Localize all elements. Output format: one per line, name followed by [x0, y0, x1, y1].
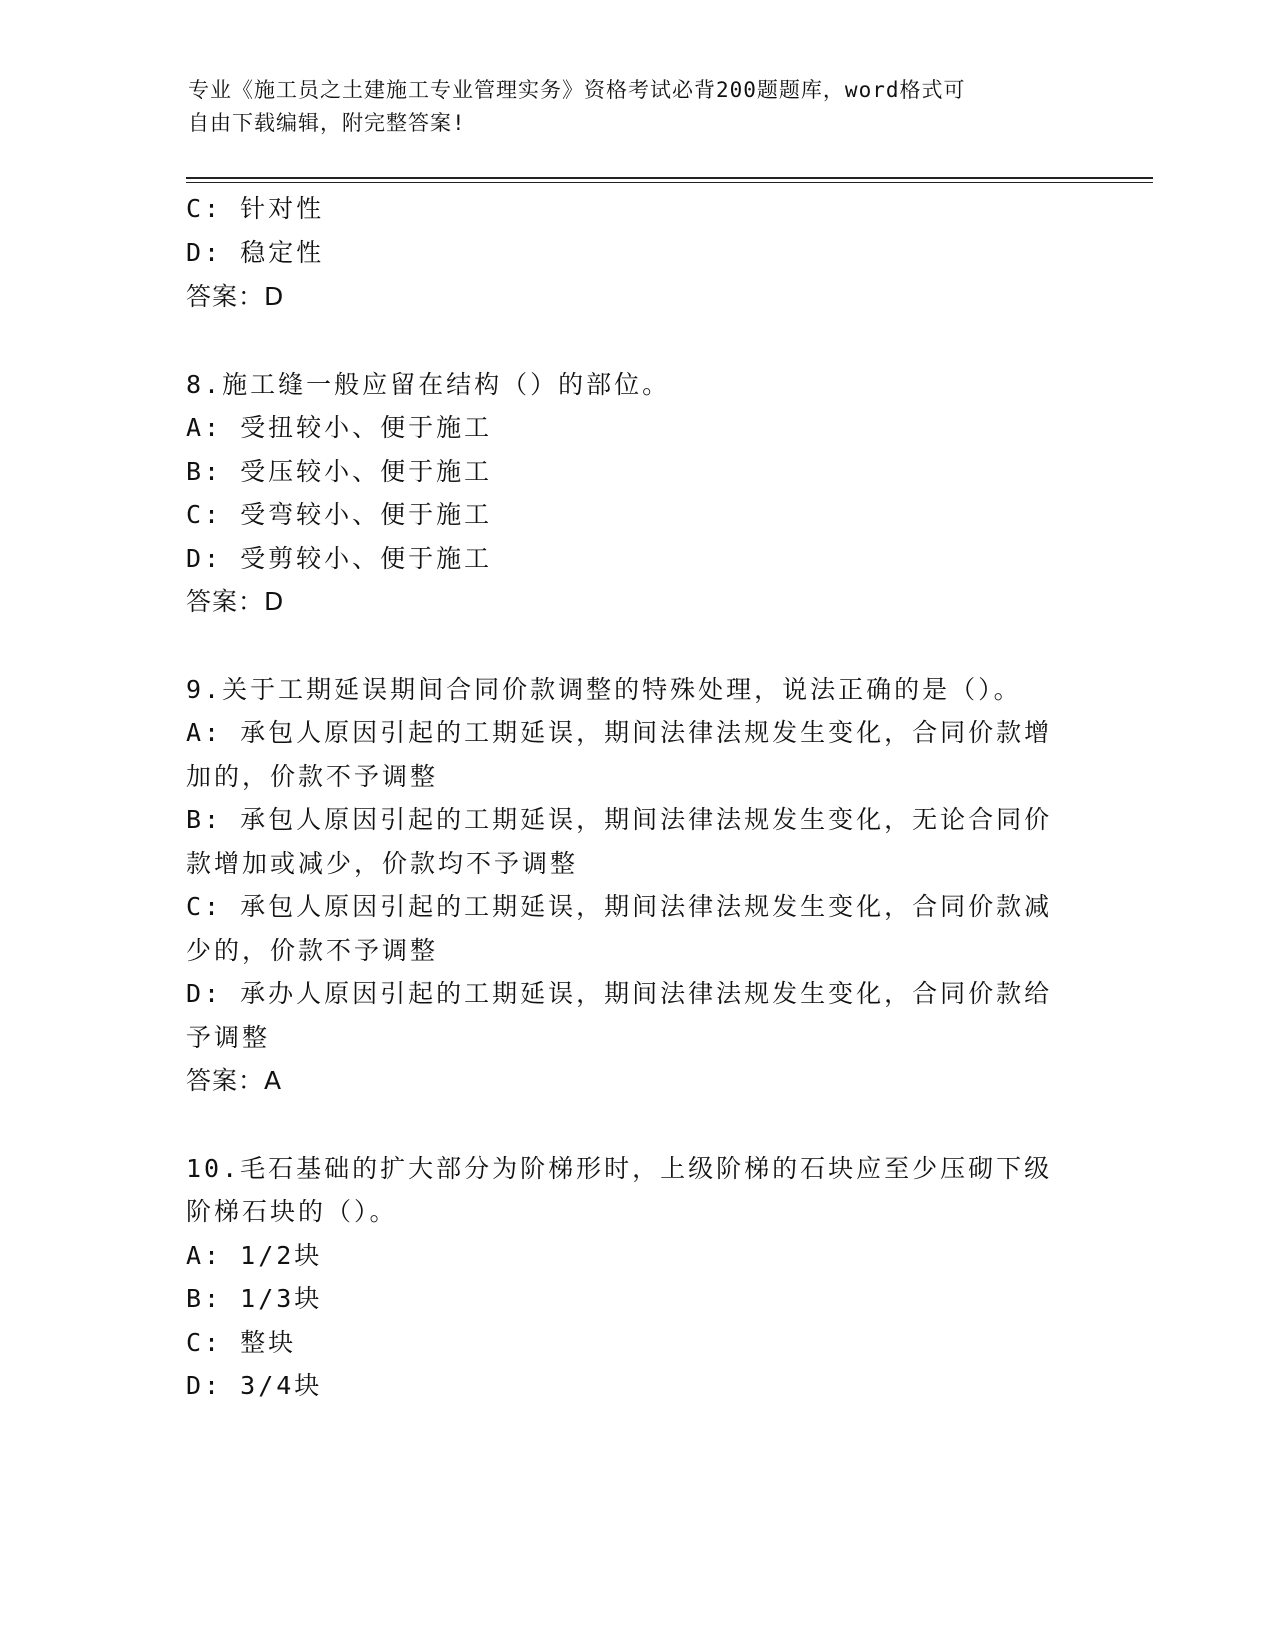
q10-option-b: B: 1/3块 — [186, 1284, 323, 1313]
q9-option-a-line-1: A: 承包人原因引起的工期延误，期间法律法规发生变化，合同价款增 — [186, 718, 1053, 747]
q8-answer: 答案：D — [186, 587, 285, 616]
q9-option-a-line-2: 加的，价款不予调整 — [186, 762, 439, 791]
q10-question-line-2: 阶梯石块的（）。 — [186, 1197, 398, 1226]
q9-option-d-line-1: D: 承办人原因引起的工期延误，期间法律法规发生变化，合同价款给 — [186, 979, 1053, 1008]
header-rule-thin — [186, 182, 1153, 183]
q9-option-b-line-2: 款增加或减少，价款均不予调整 — [186, 849, 579, 878]
q7-option-d: D: 稳定性 — [186, 238, 325, 267]
q10-question-line-1: 10.毛石基础的扩大部分为阶梯形时，上级阶梯的石块应至少压砌下级 — [186, 1154, 1053, 1183]
page-header — [188, 74, 1068, 140]
q10-option-a: A: 1/2块 — [186, 1241, 323, 1270]
q8-question: 8.施工缝一般应留在结构（）的部位。 — [186, 370, 671, 399]
q9-option-d-line-2: 予调整 — [186, 1023, 271, 1052]
q8-option-d: D: 受剪较小、便于施工 — [186, 544, 493, 573]
q9-option-c-line-2: 少的，价款不予调整 — [186, 936, 439, 965]
q9-answer: 答案：A — [186, 1066, 283, 1095]
q9-option-b-line-1: B: 承包人原因引起的工期延误，期间法律法规发生变化，无论合同价 — [186, 805, 1053, 834]
header-title-line-2: 自由下载编辑，附完整答案! — [188, 111, 466, 135]
header-title-line-1: 专业《施工员之土建施工专业管理实务》资格考试必背200题题库，word格式可 — [188, 78, 966, 102]
q10-option-d: D: 3/4块 — [186, 1371, 323, 1400]
q7-answer: 答案：D — [186, 282, 285, 311]
q8-option-a: A: 受扭较小、便于施工 — [186, 413, 493, 442]
q8-option-c: C: 受弯较小、便于施工 — [186, 500, 493, 529]
q10-option-c: C: 整块 — [186, 1328, 297, 1357]
q8-option-b: B: 受压较小、便于施工 — [186, 457, 493, 486]
header-rule-thick — [186, 177, 1153, 179]
q9-option-c-line-1: C: 承包人原因引起的工期延误，期间法律法规发生变化，合同价款减 — [186, 892, 1053, 921]
q9-question: 9.关于工期延误期间合同价款调整的特殊处理，说法正确的是（）。 — [186, 675, 1022, 704]
q7-option-c: C: 针对性 — [186, 194, 325, 223]
